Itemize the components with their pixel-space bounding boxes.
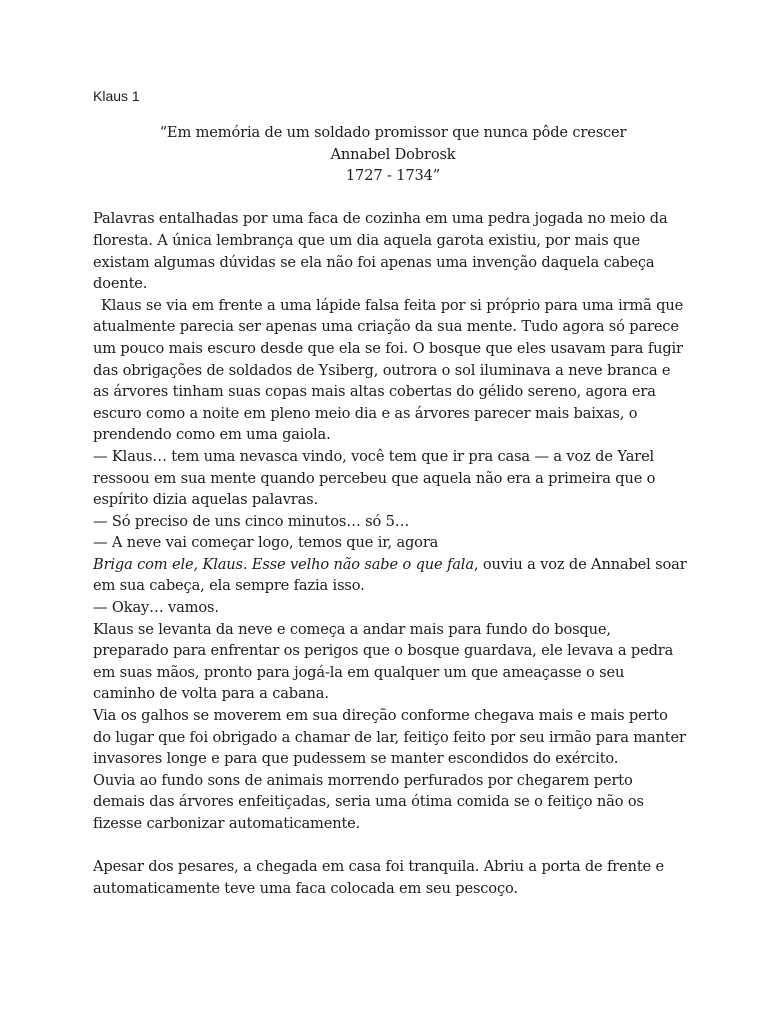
paragraph (93, 208, 693, 294)
paragraph (93, 554, 693, 597)
text-line: das obrigações de soldados de Ysiberg, outrora o sol iluminava a neve branca e (93, 361, 671, 379)
epitaph (93, 122, 693, 187)
text-line: — A neve vai começar logo, temos que ir, agora (93, 534, 439, 552)
paragraph (93, 770, 693, 835)
document-body (93, 122, 693, 899)
text-line: Apesar dos pesares, a chegada em casa foi tranquila. Abriu a porta de frente e (93, 858, 665, 876)
paragraph (93, 619, 693, 705)
text-fragment: , ouviu a voz de Annabel soar (473, 555, 687, 573)
text-line: fizesse carbonizar automaticamente. (93, 815, 361, 832)
text-line: Palavras entalhadas por uma faca de cozinha em uma pedra jogada no meio da (93, 210, 668, 228)
text-line: atualmente parecia ser apenas uma criação da sua mente. Tudo agora só parece (93, 318, 679, 336)
paragraph (93, 856, 693, 899)
text-line: do lugar que foi obrigado a chamar de lar, feitiço feito por seu irmão para manter (93, 728, 686, 746)
text-line: — Klaus… tem uma nevasca vindo, você tem que ir pra casa — a voz de Yarel (93, 447, 655, 465)
epitaph-line: Annabel Dobrosk (330, 145, 456, 163)
blank-line (93, 835, 693, 857)
dialogue-paragraph (93, 597, 693, 619)
text-line: Klaus se via em frente a uma lápide falsa feita por si próprio para uma irmã que (101, 296, 684, 314)
text-line: um pouco mais escuro desde que ela se foi. O bosque que eles usavam para fugir (93, 339, 683, 357)
text-line: espírito dizia aquelas palavras. (93, 491, 319, 509)
text-line: em suas mãos, pronto para jogá-la em qualquer um que ameaçasse o seu (93, 663, 625, 681)
epitaph-line: “Em memória de um soldado promissor que nunca pôde crescer (159, 124, 627, 141)
text-line: — Okay… vamos. (93, 599, 219, 617)
text-line: em sua cabeça, ela sempre fazia isso. (93, 577, 365, 595)
epitaph-line: 1727 - 1734” (345, 167, 441, 185)
text-line: existam algumas dúvidas se ela não foi apenas uma invenção daquela cabeça (93, 253, 655, 271)
document-header: Klaus 1 (93, 88, 140, 104)
text-line: escuro como a noite em pleno meio dia e as árvores parecer mais baixas, o (93, 404, 638, 422)
paragraph (93, 705, 693, 770)
text-line: Ouvia ao fundo sons de animais morrendo perfurados por chegarem perto (93, 771, 633, 789)
text-line: — Só preciso de uns cinco minutos… só 5… (93, 512, 410, 530)
paragraph (93, 295, 693, 446)
text-line: prendendo como em uma gaiola. (93, 426, 331, 444)
text-line (93, 554, 693, 576)
text-line: Klaus se levanta da neve e começa a andar mais para fundo do bosque, (93, 620, 611, 638)
text-line: doente. (93, 275, 148, 293)
text-line: as árvores tinham suas copas mais altas cobertas do gélido sereno, agora era (93, 383, 656, 401)
text-line: preparado para enfrentar os perigos que o bosque guardava, ele levava a pedra (93, 642, 674, 660)
dialogue-paragraph (93, 446, 693, 511)
italic-thought: Briga com ele, Klaus. Esse velho não sabe o que fala (93, 555, 474, 573)
text-line: floresta. A única lembrança que um dia aquela garota existiu, por mais que (93, 231, 640, 249)
dialogue-paragraph (93, 532, 693, 554)
text-line: automaticamente teve uma faca colocada em seu pescoço. (93, 879, 518, 897)
blank-line (93, 187, 693, 209)
text-line: demais das árvores enfeitiçadas, seria uma ótima comida se o feitiço não os (93, 793, 644, 811)
text-line: invasores longe e para que pudessem se manter escondidos do exército. (93, 750, 619, 768)
text-line: Via os galhos se moverem em sua direção conforme chegava mais e mais perto (93, 707, 668, 725)
text-line: caminho de volta para a cabana. (93, 685, 329, 703)
text-line: ressoou em sua mente quando percebeu que aquela não era a primeira que o (93, 469, 656, 487)
dialogue-paragraph (93, 511, 693, 533)
